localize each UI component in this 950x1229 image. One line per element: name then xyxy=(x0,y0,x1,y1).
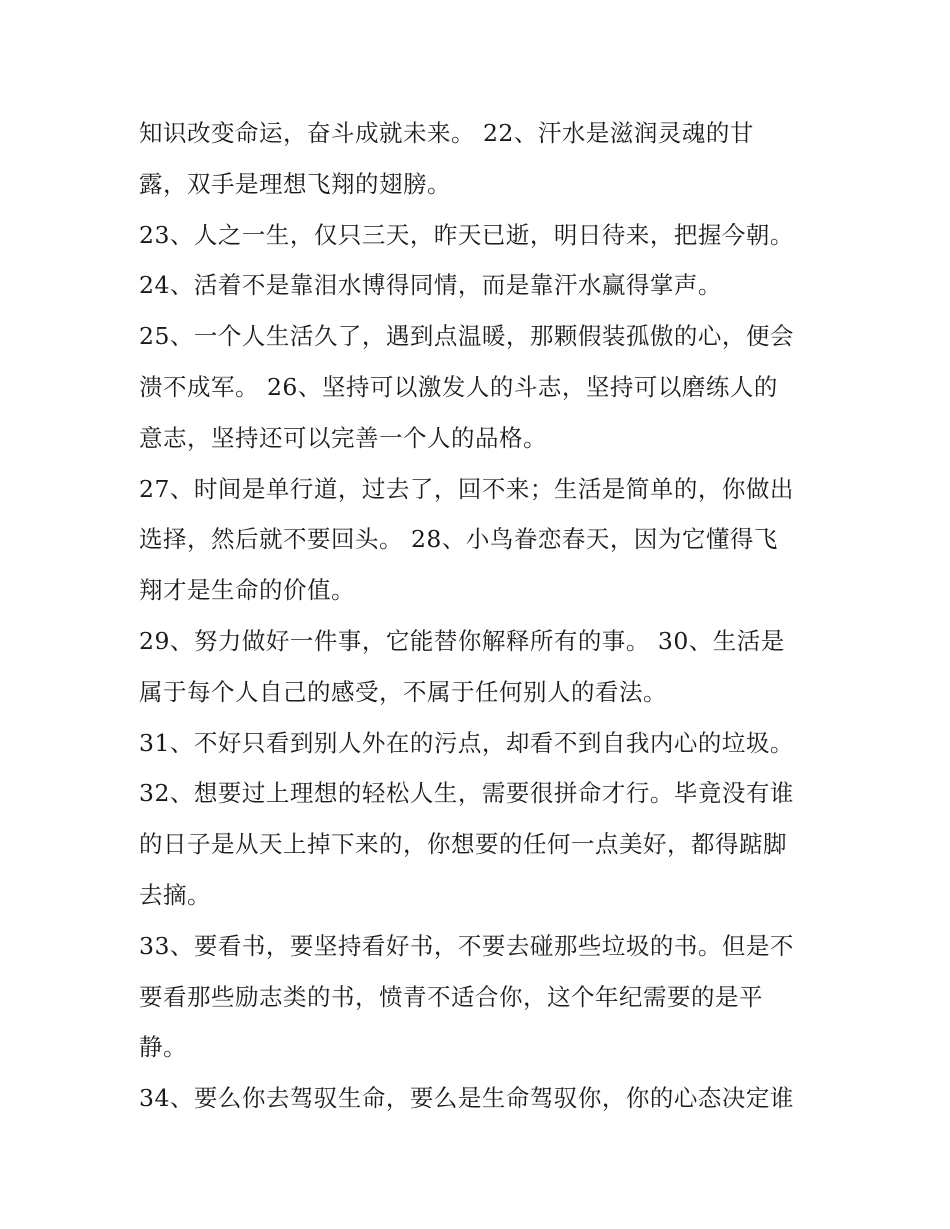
text-line: 静。 xyxy=(139,1033,187,1062)
text-line: 33、要看书，要坚持看好书，不要去碰那些垃圾的书。但是不 xyxy=(139,931,794,960)
text-line: 31、不好只看到别人外在的污点，却看不到自我内心的垃圾。 xyxy=(139,728,794,757)
text-line: 溃不成军。 26、坚持可以激发人的斗志，坚持可以磨练人的 xyxy=(139,372,778,401)
text-line: 29、努力做好一件事，它能替你解释所有的事。 30、生活是 xyxy=(139,626,785,655)
text-line: 25、一个人生活久了，遇到点温暖，那颗假装孤傲的心，便会 xyxy=(139,322,794,351)
text-line: 翔才是生命的价值。 xyxy=(139,576,355,605)
text-line: 意志，坚持还可以完善一个人的品格。 xyxy=(139,423,547,452)
text-line: 24、活着不是靠泪水博得同情，而是靠汗水赢得掌声。 xyxy=(139,271,722,300)
text-line: 露，双手是理想飞翔的翅膀。 xyxy=(139,169,451,198)
text-line: 知识改变命运，奋斗成就未来。 22、汗水是滋润灵魂的甘 xyxy=(139,119,754,147)
text-line: 32、想要过上理想的轻松人生，需要很拼命才行。毕竟没有谁 xyxy=(139,779,794,808)
text-line: 去摘。 xyxy=(139,880,211,909)
text-line: 属于每个人自己的感受，不属于任何别人的看法。 xyxy=(139,677,667,706)
text-line: 34、要么你去驾驭生命，要么是生命驾驭你，你的心态决定谁 xyxy=(139,1084,794,1113)
text-line: 23、人之一生，仅只三天，昨天已逝，明日待来，把握今朝。 xyxy=(139,220,794,249)
text-line: 27、时间是单行道，过去了，回不来；生活是简单的，你做出 xyxy=(139,474,794,503)
body-text xyxy=(139,108,829,1124)
text-line: 的日子是从天上掉下来的，你想要的任何一点美好，都得踮脚 xyxy=(139,830,787,859)
text-line: 要看那些励志类的书，愤青不适合你，这个年纪需要的是平 xyxy=(139,982,763,1011)
text-line: 选择，然后就不要回头。 28、小鸟眷恋春天，因为它懂得飞 xyxy=(139,525,778,554)
